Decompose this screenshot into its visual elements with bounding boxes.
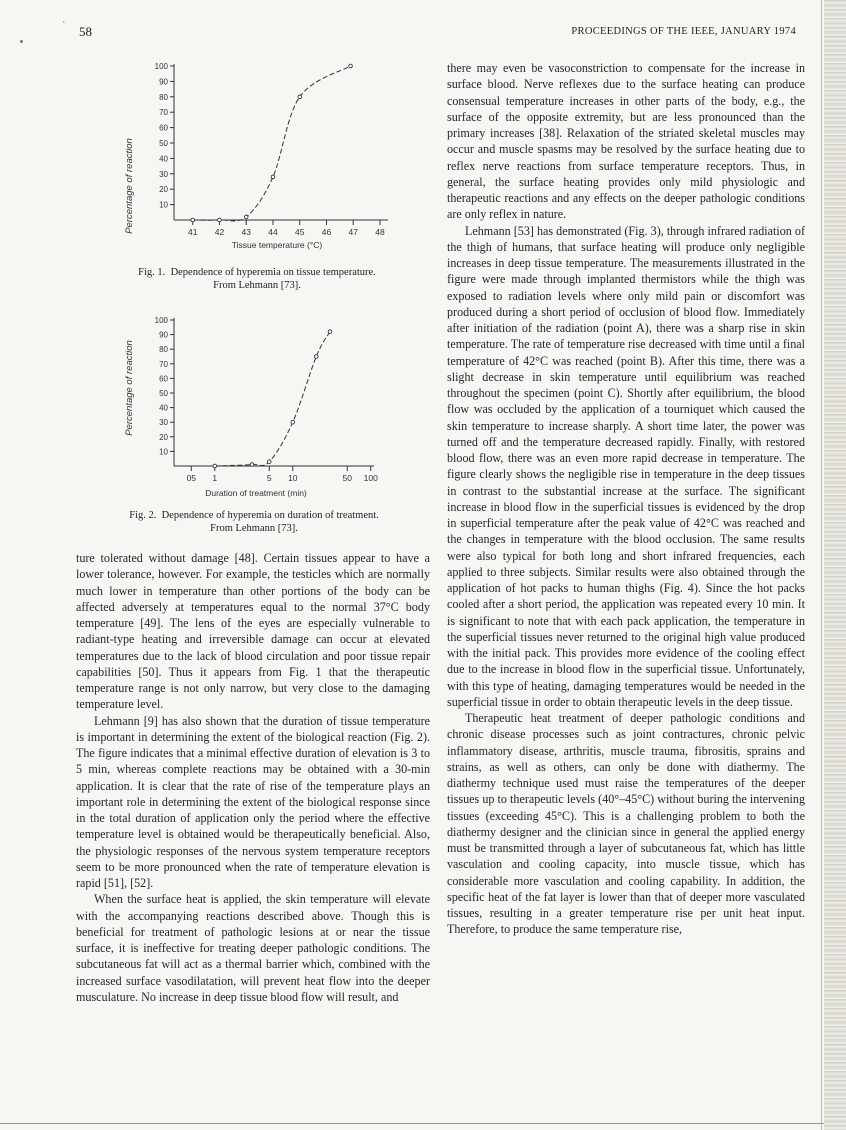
y-tick-label: 70 [159,359,168,369]
data-point [298,95,302,99]
y-tick-label: 30 [159,418,168,428]
y-tick-label: 50 [159,389,168,398]
figure-2-caption [84,509,424,535]
paragraph: When the surface heat is applied, the skin temperature will elevate with the accompanying reactions described above. Though this is beneficial for treatment of pathologic lesions at or near the tissue surface, it is ineffective for treating deeper pathologic conditions. The subcutaneous fat will act as a thermal barrier which, combined with the increased surface vasodilatation, will prevent heat flow into the deeper musculature. No increase in deep tissue blood flow will result, and [76,892,430,1004]
caption-text: Dependence of hyperemia on tissue temperature. [170,267,376,278]
figure-2 [78,312,398,502]
x-tick-label: 05 [186,473,197,483]
data-point [291,420,295,424]
data-point [191,218,195,222]
scan-bottom-line [0,1123,824,1124]
y-axis-label: Percentage of reaction [124,138,135,234]
x-tick-label: 5 [266,473,272,483]
data-point [349,64,353,68]
x-tick-label: 48 [375,227,385,237]
scan-edge [824,0,846,1130]
y-tick-label: 100 [154,316,168,325]
left-column [76,550,430,1005]
y-tick-label: 100 [154,62,168,71]
figure-1-chart [78,58,398,254]
y-tick-label: 80 [159,345,168,355]
y-tick-label: 60 [159,374,168,384]
data-point [244,215,248,219]
series-line [215,332,330,466]
data-point [218,218,222,222]
data-point [267,460,271,464]
x-tick-label: 43 [241,227,251,237]
y-tick-label: 80 [159,92,168,102]
y-tick-label: 40 [159,403,168,413]
data-point [328,330,332,334]
y-tick-label: 90 [159,330,168,340]
paragraph: Therapeutic heat treatment of deeper pathologic conditions and chronic disease processes such as joint contractures, chronic pelvic inflammatory disease, arthritis, muscle trauma, fibrositis, sprains and strains, as well as others, can only be done with diathermy. The diathermy technique used must raise the temperatures of the deeper tissues up to therapeutic levels (40°–45°C) without buring the intervening tissues (exceeding 45°C). This is a challenging problem to both the diathermy designer and the clinician since in general the applied energy must be transmitted through a layer of subcutaneous fat, which has little vasculation and cooling capacity, into muscle tissue, which has considerable more vasculation and cooling capability. In addition, the specific heat of the fat layer is lower than that of deeper more vasculated tissues, resulting in a greater temperature rise per unit heat input. Therefore, to produce the same temperature rise, [447,711,805,937]
y-tick-label: 30 [159,169,168,179]
y-tick-label: 20 [159,432,168,442]
x-tick-label: 44 [268,227,278,237]
y-tick-label: 10 [159,200,168,210]
data-point [250,463,254,467]
figure-1-caption [87,266,427,292]
right-column [447,60,805,938]
caption-label: Fig. 2. [129,510,157,521]
caption-text: Dependence of hyperemia on duration of treatment. [161,510,379,521]
data-point [213,464,217,468]
running-head: PROCEEDINGS OF THE IEEE, JANUARY 1974 [571,26,796,37]
series-line [193,66,351,221]
data-point [271,175,275,179]
x-tick-label: 45 [294,227,305,237]
paragraph: ture tolerated without damage [48]. Certain tissues appear to have a lower tolerance, however. For example, the testicles which are normally much lower in temperature than other portions of the body can be affected adversely at temperatures equal to the normal 37°C body temperature [49]. The lens of the eyes are especially vulnerable to radiant-type heating and irreversible damage can occur at elevated temperatures due to the lack of blood circulation and poor tissue repair capabilities [50]. Thus it appears from Fig. 1 that the therapeutic temperature range is not only narrow, but very close to the damaging temperature level. [76,551,430,712]
caption-source: From Lehmann [73]. [210,523,298,534]
x-axis-label: Duration of treatment (min) [205,488,307,498]
paragraph: Lehmann [53] has demonstrated (Fig. 3), through infrared radiation of the thigh of humans, that surface heating will produce only negligible increases in deep tissue temperature. The measurements illustrated in the figure were made through implanted thermistors while the thigh was exposed to radiation levels where only mild pain or discomfort was produced during a short period of occlusion of blood flow. Immediately after initiation of the radiation (point A), there was a sharp rise in skin temperature. The rate of temperature rise decreased with time until a final temperature of 42°C was reached (point B). After this time, there was a slight decrease in skin temperature until equilibrium was reached throughout the specimen (point C). Shortly after equilibrium, the blood flow was occluded by the application of a tourniquet which caused the skin temperature to increase sharply. A short time later, the power was turned off and the temperature decreased rapidly. Finally, with restored blood flow, there was an even more rapid decrease in temperature. The figure clearly shows the negligible rise in temperature in the deep tissues in contrast to the substantial increase at the surface. The significant increase in blood flow in the superficial tissues is evidenced by the drop in superficial temperature after the peak value of 42°C was reached and the changes in temperature with the blood occlusion. The same results were also typical for both long and short infrared frequencies, each applied to three subjects. Similar results were also obtained through the application of hot packs to human thighs (Fig. 4). Since the hot packs cooled after a short period, the application was repeated every 10 min. It is significant to note that with each pack application, the temperature in the superficial tissues never returned to the original high value produced with the initial pack. This provides more evidence of the cooling effect due to the increase in blood flow in the superficial tissue. Unfortunately, with this type of heating, damaging temperatures would be needed in the superficial tissue in order to obtain therapeutic levels in the deep tissue. [447,223,805,709]
figure-2-chart [78,312,398,502]
scan-edge-line [821,0,822,1130]
page-number: 58 [79,24,92,39]
data-point [314,355,318,359]
caption-source: From Lehmann [73]. [213,280,301,291]
x-tick-label: 47 [348,227,358,237]
y-tick-label: 90 [159,77,168,87]
y-tick-label: 40 [159,154,168,164]
scan-speck [20,40,23,43]
y-tick-label: 20 [159,185,168,195]
y-tick-label: 50 [159,139,168,148]
x-tick-label: 100 [363,473,378,483]
margin-mark: ` [62,21,66,32]
x-tick-label: 50 [342,473,353,483]
y-tick-label: 60 [159,123,168,133]
paragraph: there may even be vasoconstriction to compensate for the increase in surface blood. Nerve reflexes due to the surface heating can produce consensual temperature increases in other parts of the body, e.g., the surface of the opposite extremity, but are less pronounced than the primary increases [38]. Relaxation of the striated skeletal muscles may occur and muscle spasms may be resolved by the surface heating due to reflex nerve reactions from surface temperature receptors. Thus, in general, the surface heating provides only mild physiologic and therapeutic reactions and any effects on the deeper pathologic conditions are only reflex in nature. [447,61,805,222]
y-axis-label: Percentage of reaction [124,340,135,436]
paragraph: Lehmann [9] has also shown that the duration of tissue temperature is important in determining the extent of the biological reaction (Fig. 2). The figure indicates that a minimal effective duration of elevation is 3 to 5 min, whereas complete reactions may be obtained with a 30-min application. It is clear that the rate of rise of the temperature plays an important role in determining the extent of the biological response since in the total duration of application only the period where the effective temperature level is obtained would be therapeutically beneficial. Also, the physiologic responses of the nervous system temperature receptors seem to be more pronounced when the rate of temperature elevation is rapid [51], [52]. [76,713,430,890]
x-tick-label: 41 [187,227,198,237]
y-tick-label: 10 [159,447,168,457]
x-axis-label: Tissue temperature (°C) [231,240,323,250]
x-tick-label: 46 [321,227,332,237]
y-tick-label: 70 [159,108,168,118]
x-tick-label: 10 [288,473,298,483]
x-tick-label: 42 [214,227,225,237]
caption-label: Fig. 1. [138,267,166,278]
figure-1 [78,58,398,254]
x-tick-label: 1 [212,473,218,483]
